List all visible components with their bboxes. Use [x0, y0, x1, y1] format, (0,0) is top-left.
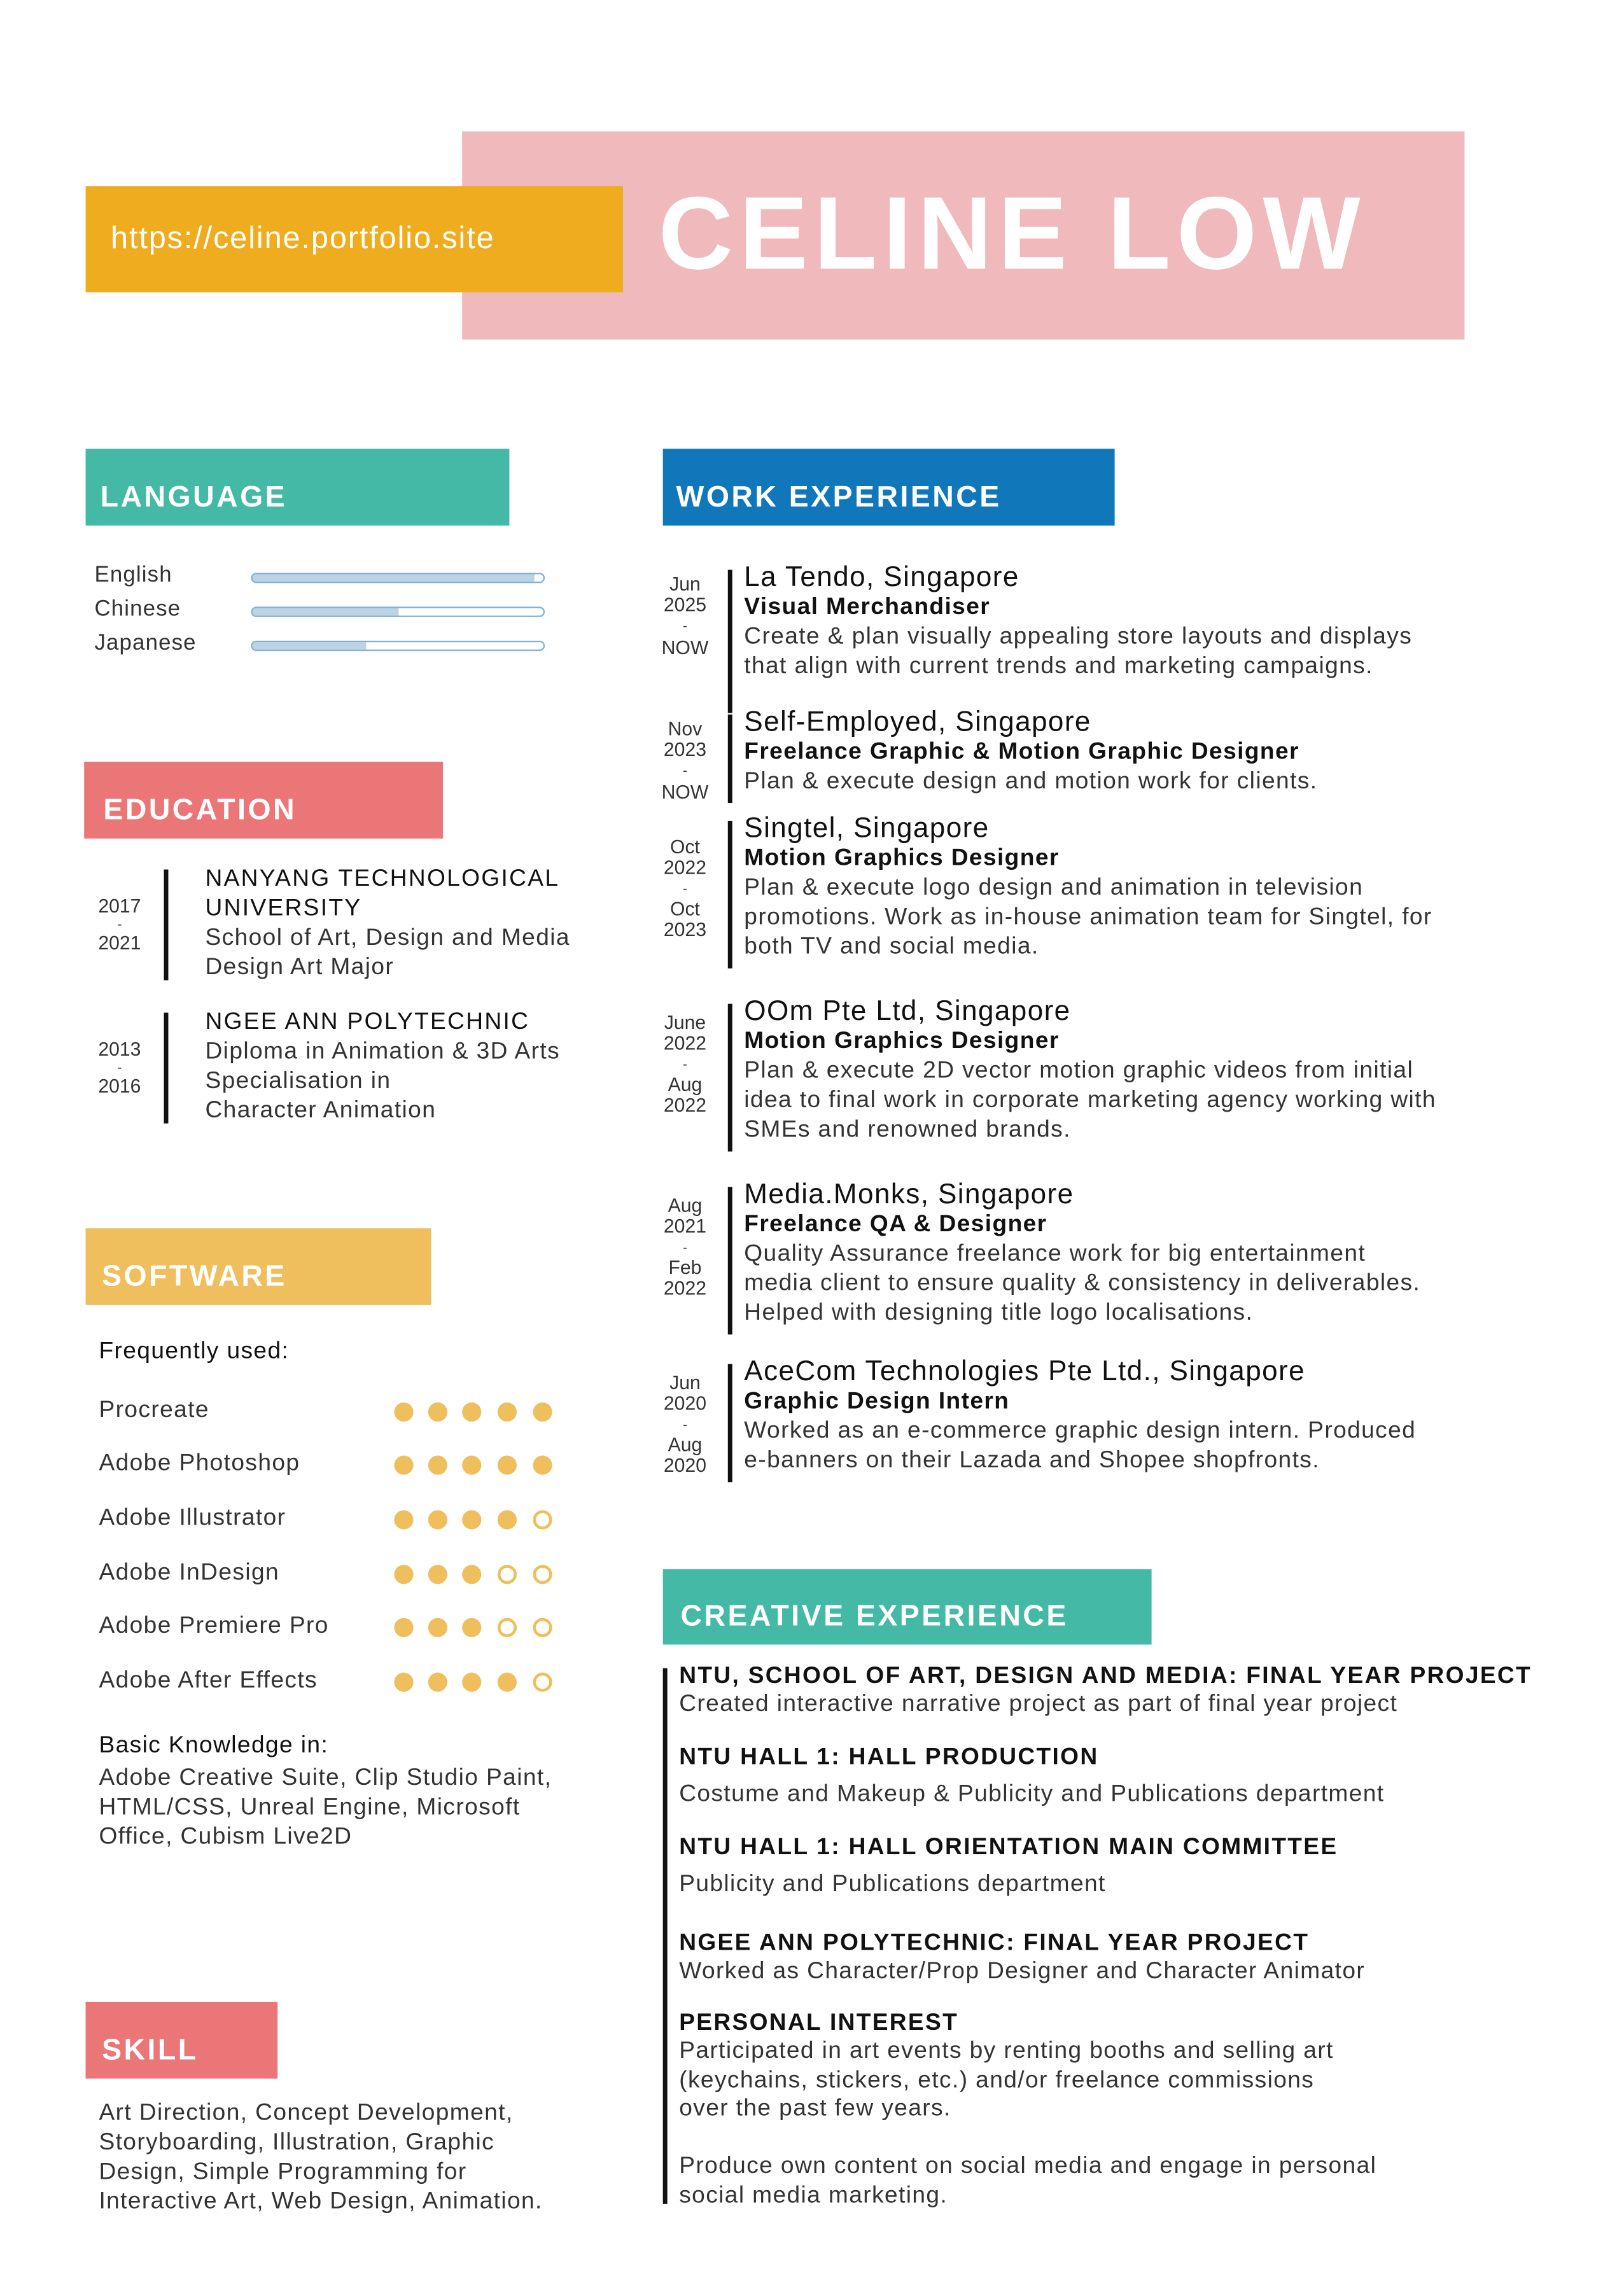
- work-description-line: promotions. Work as in-house animation team for Singtel, for: [744, 905, 1432, 930]
- work-description-line: Worked as an e-commerce graphic design intern. Produced: [744, 1418, 1417, 1444]
- basic-knowledge-list: [99, 1764, 552, 1852]
- work-role: Visual Merchandiser: [744, 594, 991, 620]
- work-role: Motion Graphics Designer: [744, 846, 1060, 871]
- creative-experience-header: [663, 1569, 1152, 1644]
- work-description-line: that align with current trends and marketing campaigns.: [744, 653, 1373, 680]
- software-name: Adobe After Effects: [99, 1668, 318, 1694]
- skill-title: SKILL: [102, 2034, 199, 2067]
- rating-dot-filled: [532, 1402, 551, 1421]
- education-dash: -: [117, 916, 122, 932]
- education-divider: [164, 869, 169, 980]
- skill-line: Interactive Art, Web Design, Animation.: [99, 2189, 543, 2214]
- rating-dot-filled: [461, 1564, 480, 1583]
- language-level-bar: [251, 607, 545, 617]
- rating-dot-filled: [428, 1672, 447, 1691]
- date-dash: -: [683, 1417, 687, 1432]
- language-level-fill: [253, 642, 366, 650]
- candidate-name: CELINE LOW: [658, 176, 1366, 291]
- date-d3: NOW: [661, 781, 709, 804]
- education-line: Diploma in Animation & 3D Arts: [205, 1039, 561, 1065]
- education-dash: -: [117, 1059, 122, 1075]
- language-header: [86, 449, 510, 526]
- work-role: Graphic Design Intern: [744, 1389, 1010, 1415]
- language-name: Chinese: [94, 596, 181, 622]
- work-description-line: Plan & execute design and motion work for clients.: [744, 769, 1318, 795]
- work-role: Freelance QA & Designer: [744, 1212, 1047, 1238]
- rating-dot-empty: [532, 1618, 551, 1637]
- work-divider: [728, 821, 732, 968]
- work-company: OOm Pte Ltd, Singapore: [744, 996, 1071, 1028]
- work-experience-title: WORK EXPERIENCE: [676, 481, 1002, 514]
- rating-dot-filled: [461, 1455, 480, 1474]
- creative-title: NTU, SCHOOL OF ART, DESIGN AND MEDIA: FINAL YEAR PROJECT: [679, 1663, 1532, 1689]
- date-d4: 2023: [663, 918, 707, 940]
- rating-dot-empty: [532, 1509, 551, 1528]
- date-d2: 2020: [663, 1392, 707, 1415]
- date-d4: 2022: [663, 1094, 707, 1116]
- rating-dot-filled: [497, 1402, 516, 1421]
- date-dash: -: [683, 1057, 687, 1072]
- skill-line: Design, Simple Programming for: [99, 2160, 467, 2185]
- education-divider: [164, 1013, 169, 1124]
- date-d3: Feb: [668, 1256, 702, 1279]
- language-level-bar: [251, 641, 545, 651]
- creative-line: Worked as Character/Prop Designer and Character Animator: [679, 1959, 1366, 1985]
- software-header: [86, 1228, 431, 1305]
- date-dash: -: [683, 881, 687, 897]
- work-description-line: Plan & execute 2D vector motion graphic videos from initial: [744, 1058, 1414, 1084]
- work-divider: [728, 715, 732, 803]
- basic-knowledge-label: Basic Knowledge in:: [99, 1733, 329, 1759]
- creative-line: Participated in art events by renting booths and selling art: [679, 2038, 1334, 2064]
- language-name: Japanese: [94, 630, 197, 656]
- language-title: LANGUAGE: [100, 481, 288, 514]
- date-d1: Jun: [669, 1371, 701, 1394]
- rating-dot-filled: [461, 1672, 480, 1691]
- rating-dot-filled: [393, 1509, 412, 1528]
- work-divider: [728, 1187, 732, 1334]
- skill-line: Storyboarding, Illustration, Graphic: [99, 2130, 495, 2156]
- creative-line: (keychains, stickers, etc.) and/or freelance commissions: [679, 2067, 1315, 2093]
- date-dash: -: [683, 1240, 687, 1255]
- work-company: La Tendo, Singapore: [744, 562, 1019, 594]
- work-role: Freelance Graphic & Motion Graphic Designer: [744, 739, 1299, 765]
- date-d2: 2022: [663, 856, 707, 879]
- rating-dot-filled: [497, 1672, 516, 1691]
- software-name: Adobe Photoshop: [99, 1451, 300, 1476]
- rating-dot-filled: [428, 1564, 447, 1583]
- software-name: Adobe Premiere Pro: [99, 1613, 329, 1639]
- work-description-line: Helped with designing title logo localisations.: [744, 1300, 1254, 1326]
- date-d4: 2020: [663, 1454, 707, 1476]
- education-start-year: 2017: [98, 894, 141, 917]
- rating-dot-filled: [461, 1402, 480, 1421]
- education-header: [84, 762, 443, 839]
- rating-dot-filled: [461, 1618, 480, 1637]
- rating-dot-filled: [393, 1455, 412, 1474]
- date-d4: 2022: [663, 1276, 707, 1299]
- language-level-bar: [251, 573, 545, 583]
- software-name: Adobe InDesign: [99, 1560, 280, 1586]
- work-description-line: idea to final work in corporate marketing agency working with: [744, 1087, 1436, 1114]
- education-line: Character Animation: [205, 1098, 437, 1124]
- date-d3: NOW: [661, 636, 709, 659]
- work-divider: [728, 570, 732, 713]
- work-company: AceCom Technologies Pte Ltd., Singapore: [744, 1357, 1306, 1388]
- rating-dot-filled: [497, 1509, 516, 1528]
- creative-title: NTU HALL 1: HALL ORIENTATION MAIN COMMITTEE: [679, 1834, 1338, 1861]
- work-description-line: media client to ensure quality & consistency in deliverables.: [744, 1271, 1421, 1296]
- date-d2: 2023: [663, 738, 707, 760]
- skill-list: [99, 2099, 542, 2218]
- basic-knowledge-line: Office, Cubism Live2D: [99, 1824, 353, 1850]
- portfolio-url[interactable]: https://celine.portfolio.site: [111, 221, 495, 256]
- rating-dot-filled: [393, 1618, 412, 1637]
- creative-line: Publicity and Publications department: [679, 1871, 1106, 1897]
- portfolio-url-banner[interactable]: [86, 186, 623, 292]
- creative-line: social media marketing.: [679, 2183, 948, 2209]
- creative-title: PERSONAL INTEREST: [679, 2010, 959, 2036]
- creative-line: Created interactive narrative project as part of final year project: [679, 1691, 1398, 1717]
- work-divider: [728, 1004, 732, 1152]
- education-line: Design Art Major: [205, 955, 395, 981]
- skill-line: Art Direction, Concept Development,: [99, 2100, 514, 2126]
- work-description-line: Plan & execute logo design and animation in television: [744, 875, 1364, 901]
- education-line: UNIVERSITY: [205, 896, 362, 921]
- language-name: English: [94, 562, 172, 588]
- date-d2: 2021: [663, 1215, 707, 1238]
- education-end-year: 2021: [98, 931, 141, 954]
- work-experience-header: [663, 449, 1115, 526]
- work-company: Media.Monks, Singapore: [744, 1179, 1074, 1211]
- education-end-year: 2016: [98, 1074, 141, 1097]
- date-dash: -: [683, 763, 687, 778]
- education-line: School of Art, Design and Media: [205, 925, 570, 951]
- rating-dot-filled: [428, 1618, 447, 1637]
- work-company: Singtel, Singapore: [744, 813, 990, 845]
- work-description-line: both TV and social media.: [744, 934, 1039, 960]
- creative-divider: [663, 1668, 668, 2204]
- date-d2: 2025: [663, 593, 707, 616]
- work-role: Motion Graphics Designer: [744, 1029, 1060, 1054]
- rating-dot-filled: [497, 1455, 516, 1474]
- date-dash: -: [683, 618, 687, 634]
- language-level-fill: [253, 608, 398, 616]
- date-d3: Aug: [668, 1433, 703, 1456]
- rating-dot-filled: [428, 1402, 447, 1421]
- creative-title: NTU HALL 1: HALL PRODUCTION: [679, 1745, 1099, 1770]
- rating-dot-empty: [497, 1564, 516, 1583]
- creative-line: Costume and Makeup & Publicity and Publications department: [679, 1782, 1385, 1807]
- software-name: Procreate: [99, 1398, 209, 1423]
- date-d1: June: [664, 1011, 706, 1033]
- education-title: EDUCATION: [103, 794, 297, 827]
- rating-dot-filled: [393, 1564, 412, 1583]
- education-start-year: 2013: [98, 1037, 141, 1060]
- date-d1: Nov: [668, 717, 703, 740]
- software-title: SOFTWARE: [102, 1261, 287, 1294]
- date-d3: Oct: [669, 897, 700, 920]
- education-line: NGEE ANN POLYTECHNIC: [205, 1009, 530, 1035]
- rating-dot-empty: [532, 1564, 551, 1583]
- rating-dot-filled: [461, 1509, 480, 1528]
- work-description-line: e-banners on their Lazada and Shopee shopfronts.: [744, 1448, 1320, 1474]
- date-d1: Oct: [669, 835, 700, 858]
- software-name: Adobe Illustrator: [99, 1506, 286, 1531]
- work-description-line: Create & plan visually appealing store layouts and displays: [744, 624, 1413, 650]
- date-d2: 2022: [663, 1031, 707, 1054]
- rating-dot-filled: [428, 1509, 447, 1528]
- rating-dot-filled: [393, 1402, 412, 1421]
- rating-dot-empty: [497, 1618, 516, 1637]
- work-company: Self-Employed, Singapore: [744, 707, 1091, 738]
- rating-dot-filled: [428, 1455, 447, 1474]
- work-description-line: SMEs and renowned brands.: [744, 1117, 1071, 1143]
- language-level-fill: [253, 574, 535, 582]
- creative-experience-title: CREATIVE EXPERIENCE: [680, 1600, 1068, 1633]
- creative-line: over the past few years.: [679, 2096, 951, 2122]
- date-d1: Jun: [669, 573, 701, 595]
- frequently-used-label: Frequently used:: [99, 1339, 290, 1364]
- rating-dot-filled: [532, 1455, 551, 1474]
- creative-title: NGEE ANN POLYTECHNIC: FINAL YEAR PROJECT: [679, 1931, 1310, 1956]
- basic-knowledge-line: Adobe Creative Suite, Clip Studio Paint,: [99, 1765, 552, 1791]
- creative-line: Produce own content on social media and engage in personal: [679, 2154, 1377, 2180]
- work-divider: [728, 1364, 732, 1483]
- basic-knowledge-line: HTML/CSS, Unreal Engine, Microsoft: [99, 1795, 521, 1820]
- rating-dot-filled: [393, 1672, 412, 1691]
- education-line: Specialisation in: [205, 1068, 391, 1094]
- date-d1: Aug: [668, 1194, 703, 1217]
- rating-dot-empty: [532, 1672, 551, 1691]
- education-line: NANYANG TECHNOLOGICAL: [205, 866, 560, 892]
- date-d3: Aug: [668, 1073, 703, 1096]
- skill-header: [86, 2002, 278, 2079]
- work-description-line: Quality Assurance freelance work for big entertainment: [744, 1241, 1366, 1267]
